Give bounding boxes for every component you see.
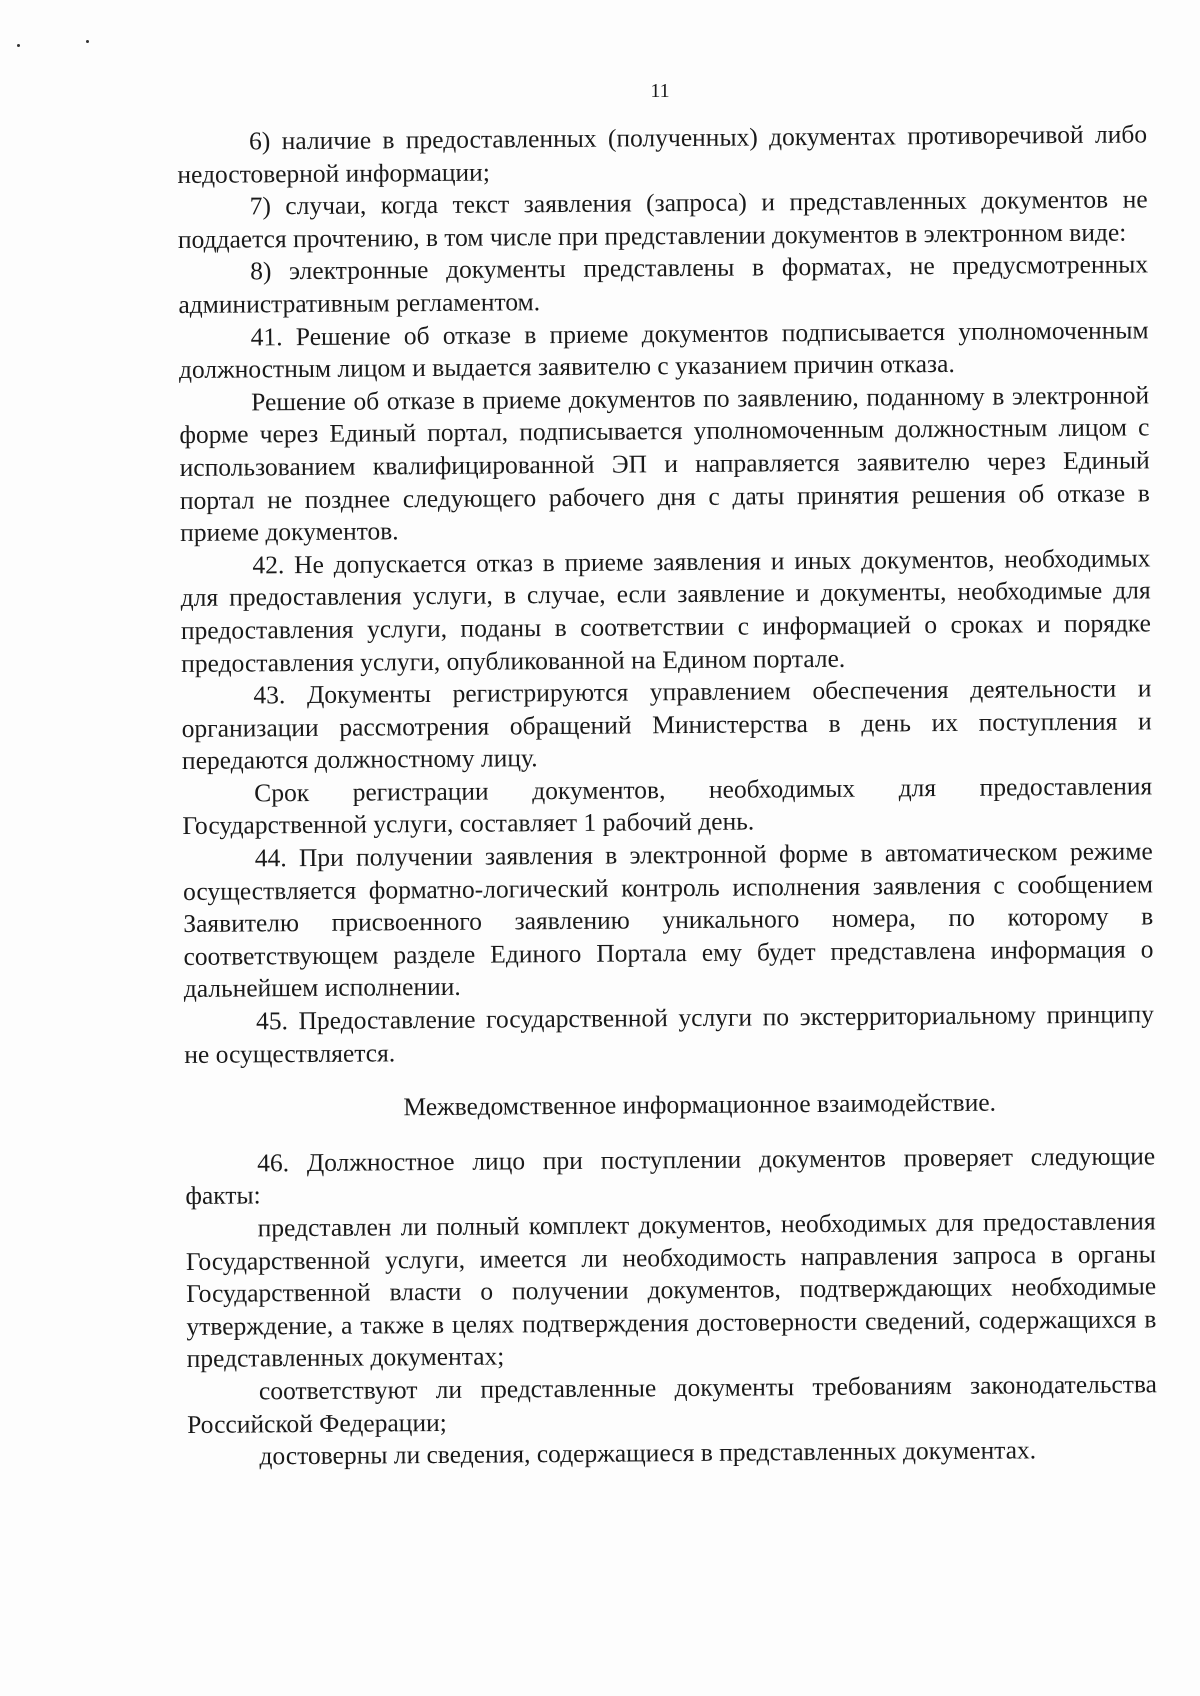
paragraph-43-continued: Срок регистрации документов, необходимых для предоставления Государственной услуги, составляет 1 рабочий день. <box>182 771 1153 841</box>
scan-dot <box>17 44 20 47</box>
paragraph-41: 41. Решение об отказе в приеме документов подписывается уполномоченным должностным лицом и выдается заявителю с указанием причин отказа. <box>178 314 1149 385</box>
paragraph-45: 45. Предоставление государственной услуги по экстерриториальному принципу не осуществляется. <box>184 999 1155 1069</box>
section-heading: Межведомственное информационное взаимодействие. <box>403 1087 997 1122</box>
paragraph-item-7: 7) случаи, когда текст заявления (запроса) и представленных документов не поддается прочтению, в том числе при представлении документов в электронном виде: <box>177 184 1148 254</box>
scan-dot <box>86 40 89 43</box>
paragraph-46-item-1: представлен ли полный комплект документов, необходимых для предоставления Государственной услуги, имеется ли необходимость направления запроса в органы Государственной власти о получении документов, подтверждающих необходимые утверждение, а также в целях подтверждения достоверности сведений, содержащихся в представленных документах; <box>185 1206 1157 1374</box>
paragraph-item-8: 8) электронные документы представлены в форматах, не предусмотренных административным регламентом. <box>178 249 1149 319</box>
paragraph-item-6: 6) наличие в предоставленных (полученных) документах противоречивой либо недостоверной информации; <box>177 119 1148 189</box>
paragraph-43: 43. Документы регистрируются управлением обеспечения деятельности и организации рассмотрения обращений Министерства в день их поступления и передаются должностному лицу. <box>181 673 1152 776</box>
paragraph-46-item-3: достоверны ли сведения, содержащиеся в представленных документах. <box>259 1435 1037 1471</box>
paragraph-41-continued: Решение об отказе в приеме документов по заявлению, поданному в электронной форме через Единый портал, подписывается уполномоченным должностным лицом с использованием квалифицированной ЭП и направляется заявителю через Единый портал не позднее следующего рабочего дня с даты принятия решения об отказе в приеме документов. <box>179 380 1151 548</box>
paragraph-44: 44. При получении заявления в электронной форме в автоматическом режиме осуществляется форматно-логический контроль исполнения заявления с сообщением Заявителю присвоенного заявлению уникального номера, по которому в соответствующем разделе Единого Портала ему будет представлена информация о дальнейшем исполнении. <box>182 836 1154 1004</box>
paragraph-46: 46. Должностное лицо при поступлении документов проверяет следующие факты: <box>185 1141 1156 1211</box>
paragraph-46-item-2: соответствуют ли представленные документы требованиям законодательства Российской Федерации; <box>187 1369 1158 1439</box>
page-number: 11 <box>650 80 670 102</box>
document-body <box>177 118 1158 1473</box>
paragraph-42: 42. Не допускается отказ в приеме заявления и иных документов, необходимых для предоставления услуги, в случае, если заявление и документы, необходимые для предоставления услуги, поданы в соответствии с информацией о сроках и порядке предоставления услуги, опубликованной на Едином портале. <box>180 543 1152 678</box>
